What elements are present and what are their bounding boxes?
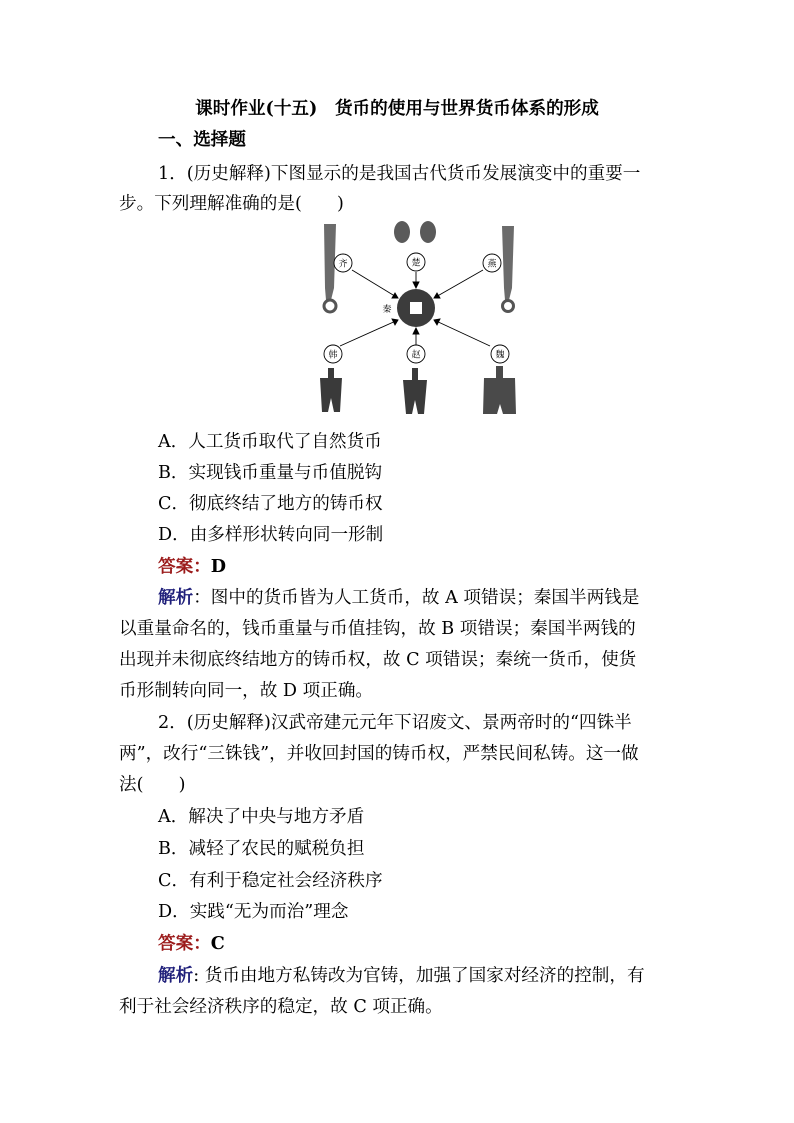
q2-option-c: C．有利于稳定社会经济秩序 xyxy=(158,871,383,891)
q2-answer-label: 答案： xyxy=(158,933,211,954)
coin-figure xyxy=(310,218,526,418)
svg-text:赵: 赵 xyxy=(411,350,421,361)
q1-stem-line1: 1．(历史解释)下图显示的是我国古代货币发展演变中的重要一 xyxy=(158,164,641,184)
q1-explanation-label: 解析 xyxy=(158,587,194,608)
label-qi xyxy=(334,254,352,272)
coin-diagram xyxy=(310,218,526,418)
q1-option-d: D．由多样形状转向同一形制 xyxy=(158,525,384,545)
q1-answer-label: 答案： xyxy=(158,556,211,577)
spade-coin-han-icon xyxy=(320,368,342,412)
svg-text:韩: 韩 xyxy=(328,350,338,361)
label-wei xyxy=(491,345,509,363)
q1-option-a: A．人工货币取代了自然货币 xyxy=(158,432,382,452)
q2-option-a: A．解决了中央与地方矛盾 xyxy=(158,807,365,827)
label-chu xyxy=(407,253,425,271)
q2-explanation-line1 xyxy=(158,965,718,987)
q2-stem-line3: 法( ) xyxy=(119,775,186,795)
q2-answer-value: C xyxy=(210,933,225,954)
page-title: 课时作业(十五) 货币的使用与世界货币体系的形成 xyxy=(195,98,599,119)
q1-answer xyxy=(158,556,718,578)
knife-coin-qi-icon xyxy=(324,224,336,312)
svg-text:楚: 楚 xyxy=(411,258,421,269)
q1-option-b: B．实现钱币重量与币值脱钩 xyxy=(158,463,383,483)
svg-text:燕: 燕 xyxy=(487,259,497,270)
knife-coin-yan-icon xyxy=(502,226,514,312)
svg-text:魏: 魏 xyxy=(495,350,505,361)
section-heading: 一、选择题 xyxy=(158,129,246,150)
label-zhao xyxy=(407,345,425,363)
q2-stem-line2: 两”，改行“三铢钱”，并收回封国的铸币权，严禁民间私铸。这一做 xyxy=(119,744,639,764)
q2-option-d: D．实践“无为而治”理念 xyxy=(158,902,349,922)
q1-stem-line2: 步。下列理解准确的是( ) xyxy=(119,194,344,214)
q2-stem-line1: 2．(历史解释)汉武帝建元元年下诏废文、景两帝时的“四铢半 xyxy=(158,713,632,733)
q1-answer-value: D xyxy=(210,556,227,577)
q1-explanation-line1 xyxy=(158,587,718,609)
ban-liang-coin-qin-icon xyxy=(397,289,435,327)
q2-explanation-text1: : 货币由地方私铸改为官铸，加强了国家对经济的控制，有 xyxy=(193,966,645,986)
label-yan xyxy=(483,254,501,272)
label-han xyxy=(324,345,342,363)
q1-explanation-line4: 币形制转向同一，故 D 项正确。 xyxy=(119,681,374,701)
q1-explanation-line3: 出现并未彻底终结地方的铸币权，故 C 项错误；秦统一货币，使货 xyxy=(119,650,637,670)
label-qin: 秦 xyxy=(382,305,392,315)
q2-explanation-line2: 利于社会经济秩序的稳定，故 C 项正确。 xyxy=(119,997,443,1017)
q1-explanation-text1: ：图中的货币皆为人工货币，故 A 项错误；秦国半两钱是 xyxy=(193,588,640,608)
q2-answer xyxy=(158,933,718,955)
q2-option-b: B．减轻了农民的赋税负担 xyxy=(158,839,365,859)
q1-option-c: C．彻底终结了地方的铸币权 xyxy=(158,494,383,514)
spade-coin-zhao-icon xyxy=(403,368,427,414)
q2-explanation-label: 解析 xyxy=(158,965,194,986)
ant-nose-coins-chu-icon xyxy=(394,221,436,243)
svg-text:齐: 齐 xyxy=(338,259,348,270)
spade-coin-wei-icon xyxy=(483,366,516,414)
q1-explanation-line2: 以重量命名的，钱币重量与币值挂钩，故 B 项错误；秦国半两钱的 xyxy=(119,619,636,639)
